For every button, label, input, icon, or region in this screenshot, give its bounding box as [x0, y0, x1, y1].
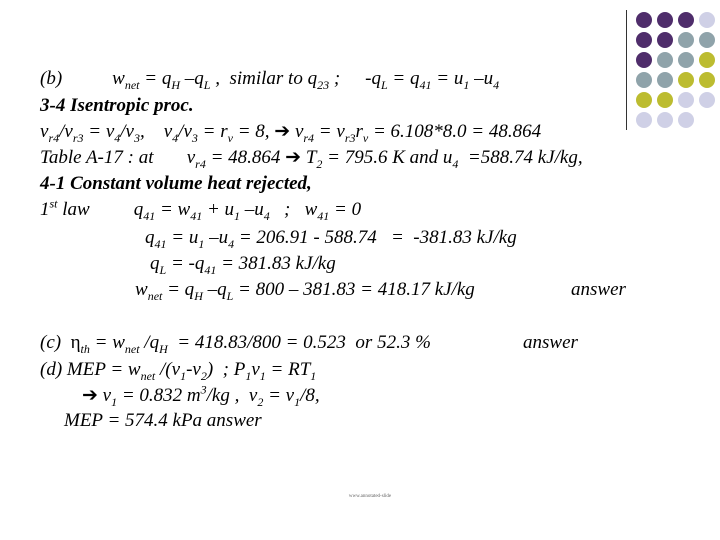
part-b-label: (b) — [40, 68, 63, 89]
arrow-right-icon: ➔ — [82, 385, 98, 406]
line-volume-ratio: $v_{r4}/v_{r3} = v_4/v_3$, $v_4/v_3 = r_v = 8$, ➔ $v_{r4} = v_{r3}r_v = 6.108*8.0 = 48.864$ — [40, 121, 542, 145]
dot-grayblue — [657, 72, 673, 88]
line-first-law: 1st law $q_{41} = w_{41} + u_1$ $-u_4$ ; $w_{41} = 0$ — [40, 196, 362, 223]
dot-purple — [636, 12, 652, 28]
dot-olive — [657, 92, 673, 108]
line-v1-v2: ➔ $v_1 = 0.832$ $m^3/kg$ , $v_2 = v_1/8$, — [82, 382, 320, 409]
dot-purple — [636, 52, 652, 68]
dot-olive — [699, 72, 715, 88]
dot-lavender — [678, 92, 694, 108]
line-wnet-result: $w_{net} = q_H$ $-q_L = 800 - 381.83 = 418.17$ kJ/kg — [135, 279, 475, 303]
line-qL: $q_L = -q_{41} = 381.83$ kJ/kg — [150, 253, 336, 277]
line-efficiency: (c) $\eta_{th} = w_{net}$ $/q_H = 418.83/800 = 0.523$ or 52.3 % — [40, 332, 431, 356]
arrow-right-icon: ➔ — [285, 147, 302, 168]
dot-lavender — [699, 92, 715, 108]
line-mep-def: (d) MEP = $w_{net}$ $/(v_1-v_2)$ ; $P_1v_1 = RT_1$ — [40, 359, 317, 383]
dot-lavender — [678, 112, 694, 128]
dot-grayblue — [636, 72, 652, 88]
dot-olive — [678, 72, 694, 88]
dot-grayblue — [678, 52, 694, 68]
dot-grayblue — [678, 32, 694, 48]
dot-purple — [657, 32, 673, 48]
dot-lavender — [657, 112, 673, 128]
divider-line — [626, 10, 627, 130]
dot-purple — [657, 12, 673, 28]
heading-isentropic: 3-4 Isentropic proc. — [40, 95, 194, 116]
dot-lavender — [699, 12, 715, 28]
dot-olive — [636, 92, 652, 108]
heading-constant-volume: 4-1 Constant volume heat rejected, — [40, 173, 312, 194]
line-mep-result: MEP = 574.4 kPa answer — [64, 410, 262, 431]
footer-text: www.annotated-slide — [348, 494, 392, 499]
dot-lavender — [636, 112, 652, 128]
dot-grayblue — [657, 52, 673, 68]
arrow-right-icon: ➔ — [274, 121, 291, 142]
eta-symbol: η — [70, 332, 81, 353]
dot-grayblue — [699, 32, 715, 48]
answer-label-b: answer — [571, 279, 626, 300]
dot-purple — [636, 32, 652, 48]
line-table-lookup: Table A-17 : at $v_{r4} = 48.864$ ➔ $T_2 = 795.6$ K and $u_4 =588.74$ kJ/kg, — [40, 147, 583, 171]
line-q41-calc: $q_{41} = u_1$ $-u_4 = 206.91 - 588.74 = -381.83$ kJ/kg — [145, 227, 517, 251]
line-wnet-def: (b) $w_{net} = q_H$ $-q_L$ , similar to $q_{23}$ ; $-q_L = q_{41} = u_1$ $-u_4$ — [40, 68, 500, 92]
dot-purple — [678, 12, 694, 28]
answer-label-c: answer — [523, 332, 578, 353]
dot-olive — [699, 52, 715, 68]
